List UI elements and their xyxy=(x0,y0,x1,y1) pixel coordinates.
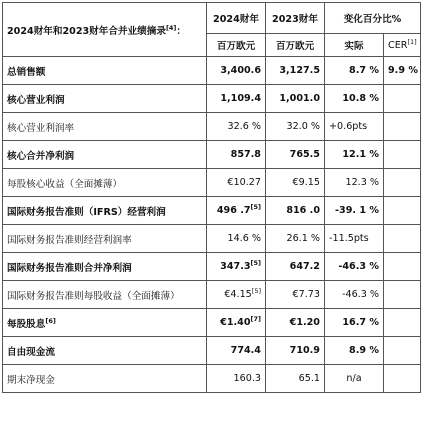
value-fy2024: 32.6 % xyxy=(207,113,266,141)
value-change-cer xyxy=(384,309,421,337)
table-row xyxy=(3,197,421,225)
value-change-cer: 9.9 % xyxy=(384,57,421,85)
value-change-actual: -39. 1 % xyxy=(325,197,384,225)
value-fy2023: 65.1 xyxy=(266,365,325,393)
value-fy2024: 496 .7 xyxy=(216,205,251,216)
row-label: 国际财务报告准则每股收益（全面摊薄） xyxy=(3,281,207,309)
value-change-actual: 16.7 % xyxy=(325,309,384,337)
row-label: 期末净现金 xyxy=(3,365,207,393)
value-fy2023: €9.15 xyxy=(266,169,325,197)
value-change-actual: 8.9 % xyxy=(325,337,384,365)
row-label-cell xyxy=(3,309,207,337)
value-change-cer xyxy=(384,253,421,281)
value-change-cer xyxy=(384,281,421,309)
value-fy2024-cell xyxy=(207,197,266,225)
value-fy2024: 857.8 xyxy=(207,141,266,169)
col-header-fy2023: 2023财年 xyxy=(266,3,325,34)
value-fy2024: 160.3 xyxy=(207,365,266,393)
col-header-change: 变化百分比% xyxy=(325,3,421,34)
value-fy2024-footnote: [5] xyxy=(251,286,261,295)
value-change-cer xyxy=(384,365,421,393)
table-row xyxy=(3,113,421,141)
value-change-actual: n/a xyxy=(325,365,384,393)
value-change-actual: 10.8 % xyxy=(325,85,384,113)
value-fy2024-cell xyxy=(207,309,266,337)
value-fy2024: €4.15 xyxy=(224,289,252,300)
value-fy2023: 816 .0 xyxy=(266,197,325,225)
value-fy2023: 32.0 % xyxy=(266,113,325,141)
value-fy2024-cell xyxy=(207,281,266,309)
table-row xyxy=(3,85,421,113)
row-label: 每股核心收益（全面摊薄） xyxy=(3,169,207,197)
table-row xyxy=(3,57,421,85)
financial-summary-table xyxy=(2,2,421,393)
value-fy2024: €10.27 xyxy=(207,169,266,197)
value-fy2024-footnote: [5] xyxy=(250,202,261,211)
value-fy2024: 774.4 xyxy=(207,337,266,365)
value-change-cer xyxy=(384,113,421,141)
unit-fy2024: 百万欧元 xyxy=(207,34,266,57)
value-change-actual: 12.3 % xyxy=(325,169,384,197)
value-change-cer xyxy=(384,197,421,225)
subheader-cer: CER xyxy=(388,39,408,51)
subheader-actual: 实际 xyxy=(325,34,384,57)
row-label: 自由现金流 xyxy=(3,337,207,365)
value-fy2024-cell xyxy=(207,253,266,281)
row-label: 总销售额 xyxy=(3,57,207,85)
row-label: 核心合并净利润 xyxy=(3,141,207,169)
table-row xyxy=(3,169,421,197)
value-fy2024-footnote: [5] xyxy=(250,258,261,267)
value-fy2023: 3,127.5 xyxy=(266,57,325,85)
value-fy2023: 1,001.0 xyxy=(266,85,325,113)
value-fy2023: 765.5 xyxy=(266,141,325,169)
row-label: 核心营业利润率 xyxy=(3,113,207,141)
table-title: 2024财年和2023财年合并业绩摘录 xyxy=(7,25,166,37)
col-header-fy2024: 2024财年 xyxy=(207,3,266,34)
table-row xyxy=(3,253,421,281)
value-change-actual: -11.5pts xyxy=(325,225,384,253)
value-change-cer xyxy=(384,225,421,253)
table-row xyxy=(3,281,421,309)
value-fy2023: 26.1 % xyxy=(266,225,325,253)
value-fy2024-footnote: [7] xyxy=(250,314,261,323)
table-row xyxy=(3,337,421,365)
unit-fy2023: 百万欧元 xyxy=(266,34,325,57)
subheader-cer-cell xyxy=(384,34,421,57)
value-fy2023: €7.73 xyxy=(266,281,325,309)
value-change-cer xyxy=(384,141,421,169)
value-change-actual: 8.7 % xyxy=(325,57,384,85)
row-label: 每股股息 xyxy=(7,318,46,330)
value-fy2024: €1.40 xyxy=(220,317,251,328)
table-row xyxy=(3,225,421,253)
value-change-actual: 12.1 % xyxy=(325,141,384,169)
value-fy2023: €1.20 xyxy=(266,309,325,337)
table-row xyxy=(3,309,421,337)
table-title-footnote: [4] xyxy=(165,23,177,32)
value-change-cer xyxy=(384,337,421,365)
subheader-cer-footnote: [1] xyxy=(407,37,417,46)
value-fy2023: 647.2 xyxy=(266,253,325,281)
value-change-actual: -46.3 % xyxy=(325,253,384,281)
table-title-cell xyxy=(3,3,207,57)
value-change-cer xyxy=(384,169,421,197)
header-row-1 xyxy=(3,3,421,34)
table-row xyxy=(3,365,421,393)
row-label: 国际财务报告准则经营利润率 xyxy=(3,225,207,253)
value-change-actual: +0.6pts xyxy=(325,113,384,141)
value-fy2024: 347.3 xyxy=(220,261,251,272)
value-fy2024: 1,109.4 xyxy=(207,85,266,113)
value-change-actual: -46.3 % xyxy=(325,281,384,309)
row-label: 国际财务报告准则（IFRS）经营利润 xyxy=(3,197,207,225)
value-fy2024: 14.6 % xyxy=(207,225,266,253)
row-label: 国际财务报告准则合并净利润 xyxy=(3,253,207,281)
value-fy2024: 3,400.6 xyxy=(207,57,266,85)
row-label: 核心营业利润 xyxy=(3,85,207,113)
table-row xyxy=(3,141,421,169)
value-change-cer xyxy=(384,85,421,113)
table-title-suffix: ： xyxy=(176,25,186,37)
row-label-footnote: [6] xyxy=(45,316,56,325)
value-fy2023: 710.9 xyxy=(266,337,325,365)
